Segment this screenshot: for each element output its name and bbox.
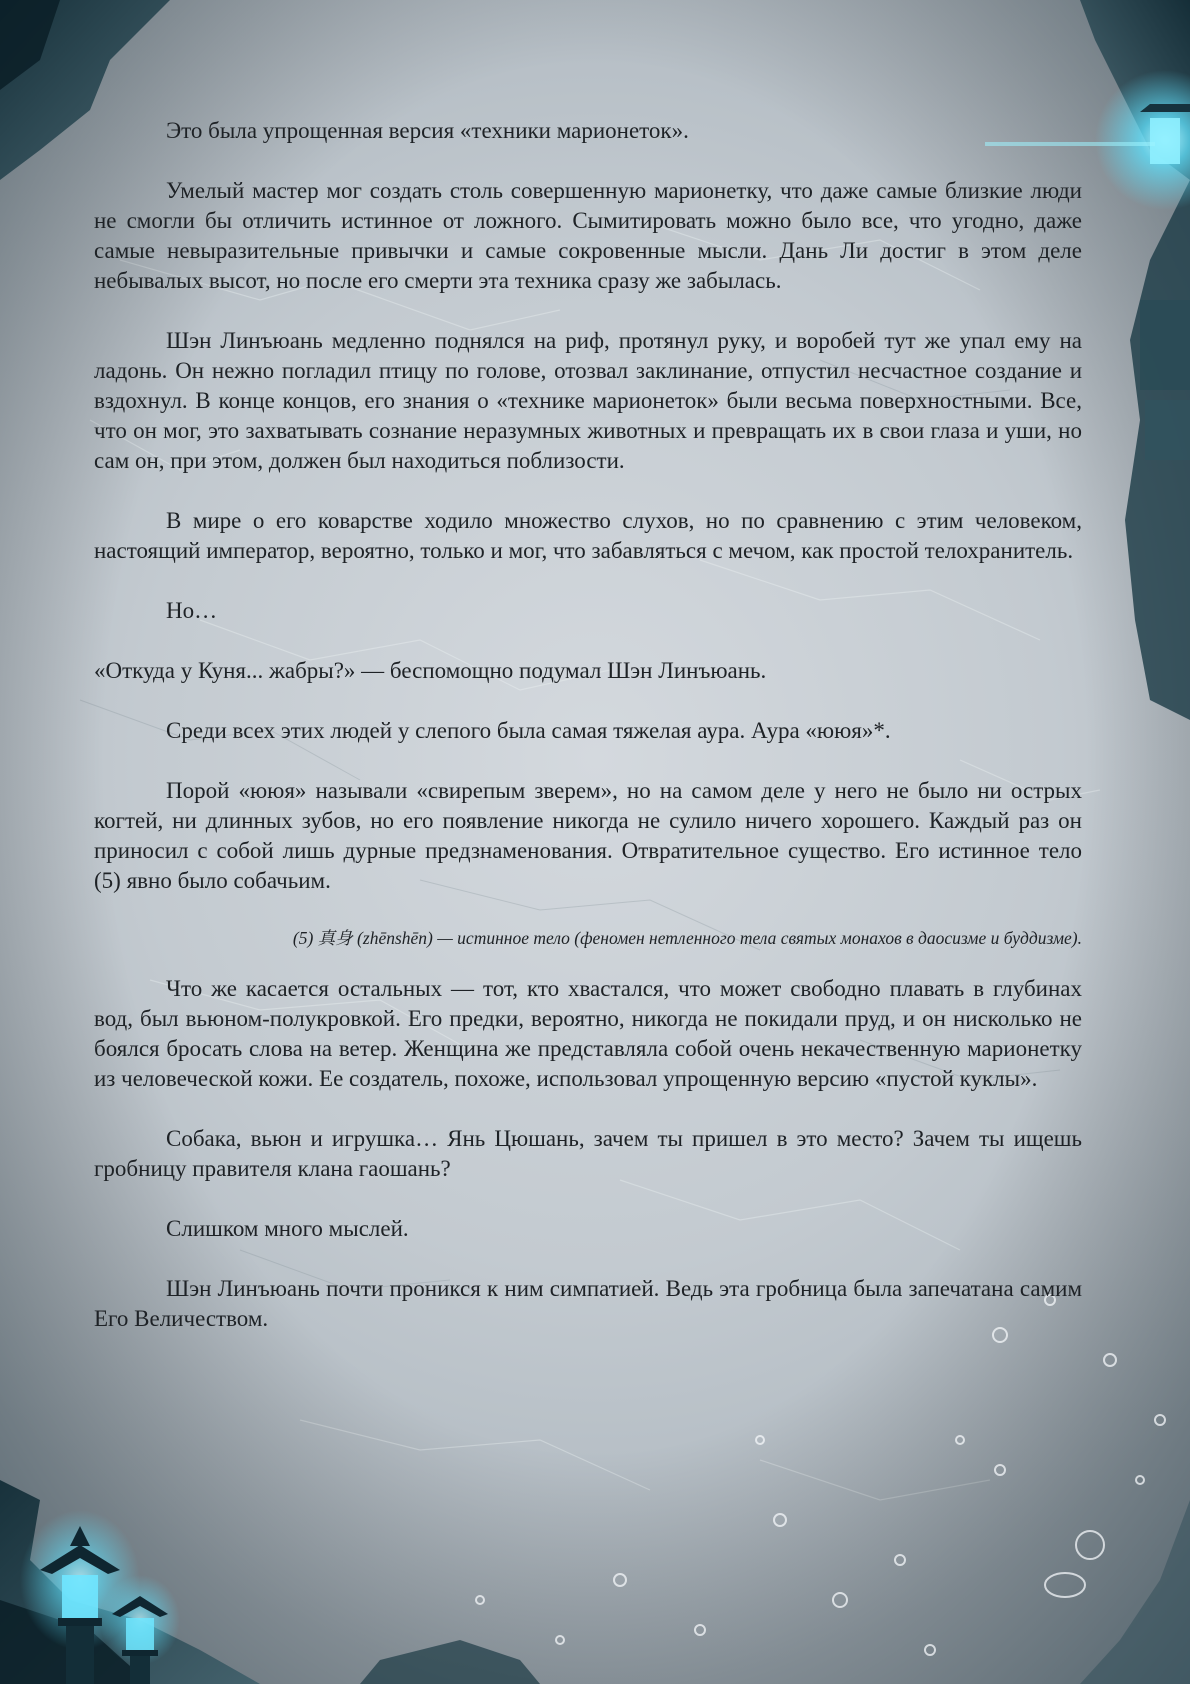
paragraph-7: Среди всех этих людей у слепого была самая тяжелая аура. Аура «ююя»*. [166,718,891,743]
paragraph-8: Порой «ююя» называли «свирепым зверем», но на самом деле у него не было ни острых когтей, ни длинных зубов, но его появление никогда не сулило ничего хорошего. Каждый раз он приносил с собой лишь дурные предзнаменования. Отвратительное существо. Его истинное тело (5) явно было собачьим. [94,778,1082,893]
footnote-5: (5) 真身 (zhēnshēn) — истинное тело (феномен нетленного тела святых монахов в даосизме и буддизме). [292,928,1082,948]
paragraph-11: Слишком много мыслей. [166,1216,409,1241]
paragraph-9: Что же касается остальных — тот, кто хвастался, что может свободно плавать в глубинах вод, был вьюном-полукровкой. Его предки, вероятно, никогда не покидали пруд, и он нисколько не боялся бросать слова на ветер. Женщина же представляла собой очень некачественную марионетку из человеческой кожи. Ее создатель, похоже, использовал упрощенную версию «пустой куклы». [94,976,1082,1091]
paragraph-4: В мире о его коварстве ходило множество слухов, но по сравнению с этим человеком, настоящий император, вероятно, только и мог, что забавляться с мечом, как простой телохранитель. [94,508,1082,563]
paragraph-1: Это была упрощенная версия «техники марионеток». [166,118,689,143]
paragraph-6: «Откуда у Куня... жабры?» — беспомощно подумал Шэн Линъюань. [94,658,767,683]
paragraph-3: Шэн Линъюань медленно поднялся на риф, протянул руку, и воробей тут же упал ему на ладонь. Он нежно погладил птицу по голове, отозвал заклинание, отпустил несчастное создание и вздохнул. В конце концов, его знания о «технике марионеток» были весьма поверхностными. Все, что он мог, это захватывать сознание неразумных животных и превращать их в свои глаза и уши, но сам он, при этом, должен был находиться поблизости. [94,328,1082,473]
paragraph-10: Собака, вьюн и игрушка… Янь Цюшань, зачем ты пришел в это место? Зачем ты ищешь гробницу правителя клана гаошань? [94,1126,1082,1181]
document-body [94,116,1082,1364]
paragraph-2: Умелый мастер мог создать столь совершенную марионетку, что даже самые близкие люди не смогли бы отличить истинное от ложного. Сымитировать можно было все, что угодно, даже самые невыразительные привычки и самые сокровенные мысли. Дань Ли достиг в этом деле небывалых высот, но после его смерти эта техника сразу же забылась. [94,178,1082,293]
paragraph-5: Но… [166,598,218,623]
paragraph-12: Шэн Линъюань почти проникся к ним симпатией. Ведь эта гробница была запечатана самим Его Величеством. [94,1276,1082,1331]
